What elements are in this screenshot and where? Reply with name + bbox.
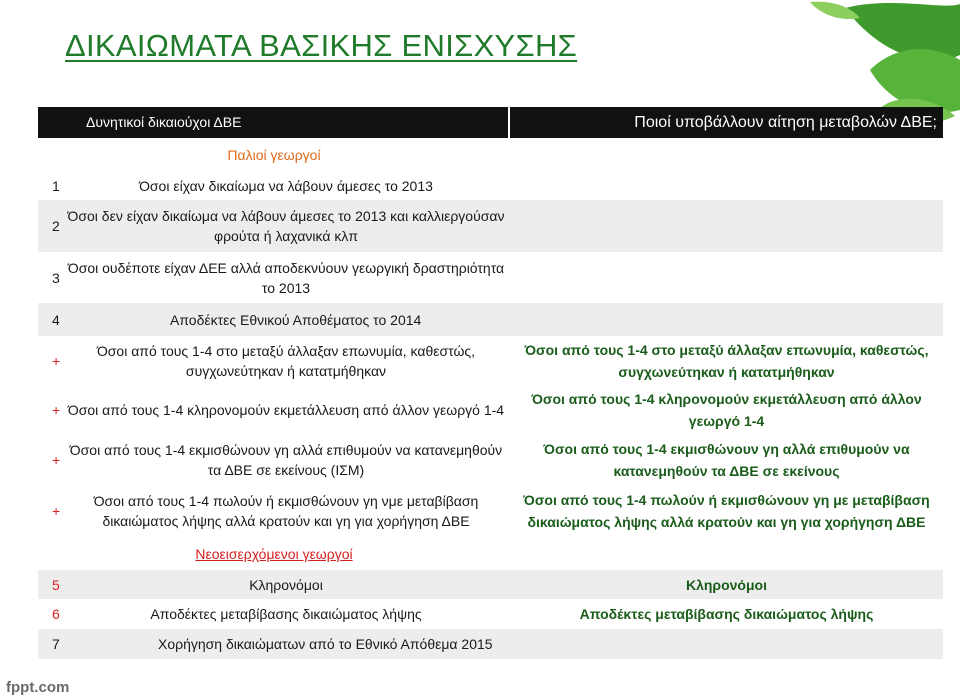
row-left-text: Χορήγηση δικαιώματων από το Εθνικό Απόθεμα 2015 — [158, 636, 493, 652]
table-row — [38, 385, 943, 435]
table-row — [38, 570, 943, 599]
row-left-text: Όσοι από τους 1-4 πωλούν ή εκμισθώνουν γη νμε μεταβίβαση δικαιώματος λήψης αλλά κρατούν και γη για χορήγηση ΔΒΕ — [93, 493, 479, 529]
header-change-applicants: Ποιοί υποβάλλουν αίτηση μεταβολών ΔΒΕ; — [634, 114, 937, 131]
row-number: 6 — [52, 606, 60, 622]
row-right-text: Όσοι από τους 1-4 κληρονομούν εκμετάλλευση από άλλον γεωργό 1-4 — [531, 391, 922, 429]
row-left-text: Αποδέκτες Εθνικού Αποθέματος το 2014 — [170, 311, 422, 328]
header-potential-beneficiaries: Δυνητικοί δικαιούχοι ΔΒΕ — [38, 107, 510, 138]
table-row — [38, 252, 943, 303]
row-left-text: Όσοι από τους 1-4 στο μεταξύ άλλαξαν επωνυμία, καθεστώς, συγχωνεύτηκαν ή κατατμήθηκαν — [96, 342, 476, 379]
row-number: 7 — [52, 636, 60, 652]
row-left-text: Όσοι δεν είχαν δικαίωμα να λάβουν άμεσες το 2013 και καλλιεργούσαν φρούτα ή λαχανικά κλπ — [67, 208, 505, 244]
row-right-text: Όσοι από τους 1-4 εκμισθώνουν γη αλλά επιθυμούν να κατανεμηθούν τα ΔΒΕ σε εκείνους — [543, 441, 910, 479]
section-old-farmers: Παλιοί γεωργοί — [227, 146, 321, 163]
section-new-farmers: Νεοεισερχόμενοι γεωργοί — [195, 545, 353, 562]
row-right-text: Κληρονόμοι — [685, 576, 767, 593]
row-left-text: Όσοι από τους 1-4 εκμισθώνουν γη αλλά επιθυμούν να κατανεμηθούν τα ΔΒΕ σε εκείνους (ΙΣΜ) — [69, 442, 503, 478]
row-right-text: Όσοι από τους 1-4 στο μεταξύ άλλαξαν επωνυμία, καθεστώς, συγχωνεύτηκαν ή κατατμήθηκαν — [524, 341, 929, 380]
table-row — [38, 171, 943, 200]
row-right-text: Όσοι από τους 1-4 πωλούν ή εκμισθώνουν γη με μεταβίβαση δικαιώματος λήψης αλλά κρατούν και γη για χορήγηση ΔΒΕ — [523, 492, 930, 530]
row-left-text: Όσοι από τους 1-4 κληρονομούν εκμετάλλευση από άλλον γεωργό 1-4 — [67, 402, 505, 418]
row-number: 4 — [52, 311, 60, 328]
row-left-text: Αποδέκτες μεταβίβασης δικαιώματος λήψης — [150, 606, 422, 622]
table-row — [38, 336, 943, 385]
row-plus-marker: + — [52, 503, 61, 519]
row-number: 5 — [52, 576, 60, 593]
row-plus-marker: + — [52, 352, 61, 369]
row-plus-marker: + — [52, 402, 61, 418]
eligibility-table — [38, 107, 943, 659]
table-header — [38, 107, 943, 138]
table-row — [38, 303, 943, 336]
table-row — [38, 485, 943, 537]
table-row — [38, 435, 943, 485]
slide-title: ΔΙΚΑΙΩΜΑΤΑ ΒΑΣΙΚΗΣ ΕΝΙΣΧΥΣΗΣ — [65, 28, 578, 63]
table-row — [38, 200, 943, 252]
row-left-text: Όσοι είχαν δικαίωμα να λάβουν άμεσες το 2013 — [139, 177, 433, 194]
row-number: 2 — [52, 218, 60, 234]
watermark-logo: fppt.com — [6, 679, 70, 696]
row-number: 1 — [52, 177, 60, 194]
row-right-text: Αποδέκτες μεταβίβασης δικαιώματος λήψης — [579, 606, 874, 622]
row-left-text: Όσοι ουδέποτε είχαν ΔΕΕ αλλά αποδεκνύουν γεωργική δραστηριότητα το 2013 — [67, 259, 505, 296]
row-left-text: Κληρονόμοι — [249, 576, 323, 593]
table-row — [38, 629, 943, 659]
row-number: 3 — [52, 269, 60, 286]
table-row — [38, 599, 943, 629]
row-plus-marker: + — [52, 452, 61, 468]
